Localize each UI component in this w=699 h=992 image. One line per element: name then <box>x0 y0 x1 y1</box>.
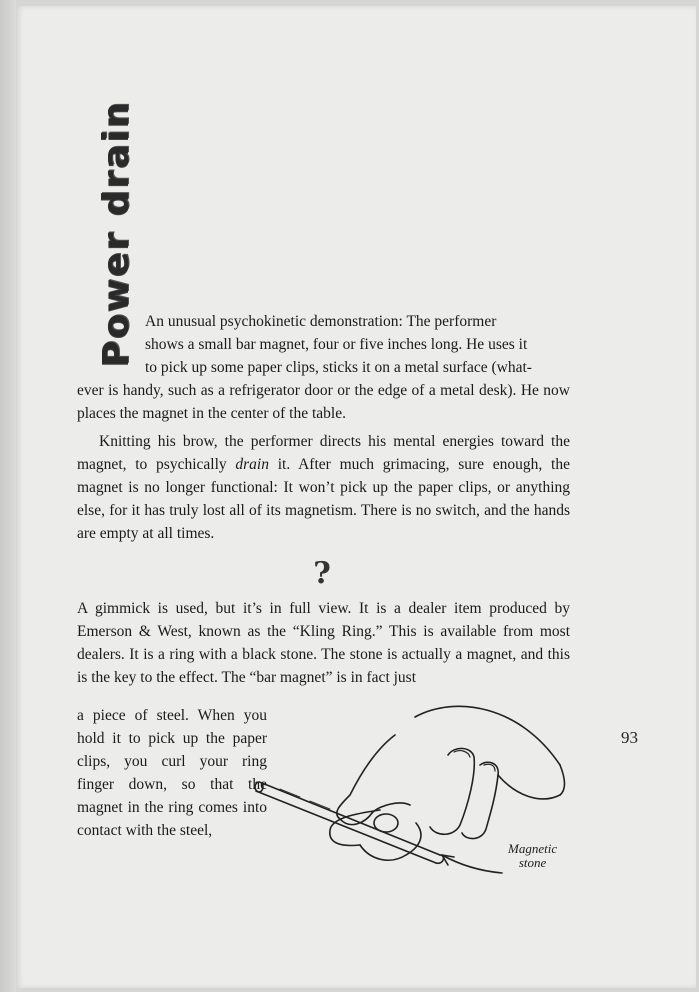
paragraph-intro-line-1: An unusual psychokinetic demonstration: The performer <box>145 313 497 330</box>
paragraph-intro-rest: ever is handy, such as a refrigerator door or the edge of a metal desk). He now places the magnet in the center of the table. <box>77 382 570 422</box>
paragraph-explanation: A gimmick is used, but it’s in full view. It is a dealer item produced by Emerson & West, known as the “Kling Ring.” This is available from most dealers. It is a ring with a black stone. The stone is actually a magnet, and this is the key to the effect. The “bar magnet” is in fact just <box>77 600 570 686</box>
caption-line-2: stone <box>518 855 547 870</box>
paragraph-intro-line-3: to pick up some paper clips, sticks it on a metal surface (what- <box>145 359 532 376</box>
paragraph-intro-line-2: shows a small bar magnet, four or five inches long. He uses it <box>145 336 528 353</box>
illustration-caption <box>508 842 557 870</box>
chapter-title-text: Power drain <box>95 99 137 367</box>
page-number: 93 <box>621 728 638 747</box>
paragraph-effect-end: it. After much grimacing, sure enough, the magnet is no longer functional: It won’t pick up the paper clips, or anything else, for it has truly lost all of its magnetism. There is no switch, and the hands are empty at all times. <box>77 456 570 542</box>
question-mark-ornament: ? <box>313 556 331 591</box>
book-spine <box>0 0 16 992</box>
paragraph-effect-start: Knitting his brow, the performer directs his mental energies toward the magnet, to psychically <box>77 433 570 473</box>
paragraph-effect-emphasis: drain <box>235 456 269 473</box>
wrist-outline <box>415 706 560 765</box>
paragraph-effect <box>77 430 570 545</box>
caption-line-1: Magnetic <box>508 841 558 856</box>
paragraph-explanation-continued: a piece of steel. When you hold it to pick up the paper clips, you curl your ring finger down, so that the magnet in the ring comes into contact with the steel, <box>77 707 267 839</box>
paragraph-intro <box>77 310 570 425</box>
